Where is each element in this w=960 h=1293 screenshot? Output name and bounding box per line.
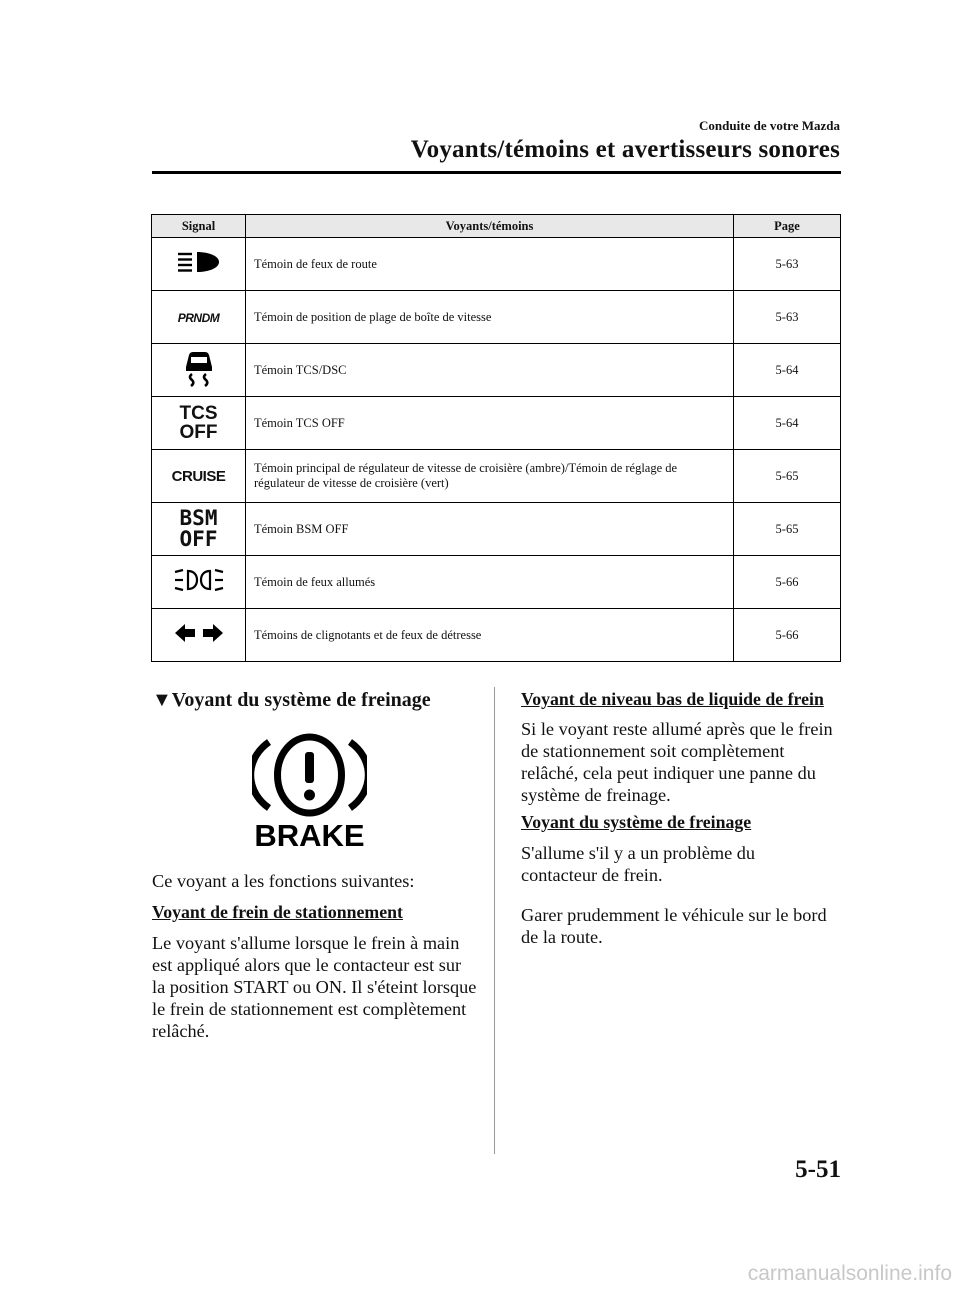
- signal-cell: [152, 556, 246, 609]
- tcs-off-line-2: OFF: [179, 422, 218, 443]
- page-title: Voyants/témoins et avertisseurs sonores: [410, 136, 840, 163]
- header-rule: [152, 171, 841, 174]
- brake-warning-icon: [252, 732, 367, 855]
- table-row: [152, 397, 841, 450]
- intro-text: Ce voyant a les fonctions suivantes:: [152, 871, 415, 891]
- signal-cell: [152, 291, 246, 344]
- tcs-off-line-1: TCS: [179, 403, 218, 424]
- indicator-label: Témoin principal de régulateur de vitesse de croisière (ambre)/Témoin de réglage de régulateur de vitesse de croisière (vert): [246, 450, 734, 503]
- table-row: [152, 450, 841, 503]
- page-ref: 5-63: [734, 291, 841, 344]
- page-number: 5-51: [795, 1156, 841, 1183]
- bsm-off-line-2: OFF: [179, 527, 218, 551]
- table-row: [152, 609, 841, 662]
- col-signal: Signal: [152, 215, 246, 238]
- table-row: [152, 344, 841, 397]
- signal-cell: [152, 450, 246, 503]
- indicator-label: Témoin TCS/DSC: [246, 344, 734, 397]
- watermark: carmanualsonline.info: [747, 1262, 952, 1285]
- column-divider: [494, 687, 495, 1154]
- parking-brake-text: Le voyant s'allume lorsque le frein à main est appliqué alors que le contacteur est sur la position START ou ON. Il s'éteint lorsque le frein de stationnement est complètement relâché.: [152, 933, 477, 1041]
- brake-icon-text: BRAKE: [254, 818, 365, 850]
- page-ref: 5-63: [734, 238, 841, 291]
- signal-cell: [152, 344, 246, 397]
- signal-cell: [152, 397, 246, 450]
- col-indicator: Voyants/témoins: [246, 215, 734, 238]
- indicator-label: Témoins de clignotants et de feux de détresse: [246, 609, 734, 662]
- shift-position-icon: PRNDM: [177, 310, 220, 325]
- chapter-title: Conduite de votre Mazda: [699, 118, 840, 133]
- brake-system-heading: Voyant du système de freinage: [521, 812, 752, 832]
- bsm-off-line-1: BSM: [179, 506, 218, 530]
- signal-cell: [152, 503, 246, 556]
- table-row: [152, 291, 841, 344]
- fluid-level-text: Si le voyant reste allumé après que le frein de stationnement soit complètement relâché, cela peut indiquer une panne du système de freinage.: [521, 719, 833, 805]
- col-page: Page: [734, 215, 841, 238]
- indicator-table: [151, 214, 841, 662]
- table-row: [152, 238, 841, 291]
- section-title-text: Voyant du système de freinage: [171, 689, 431, 711]
- indicator-label: Témoin de feux de route: [246, 238, 734, 291]
- brake-system-text-1: S'allume s'il y a un problème du contacteur de frein.: [521, 843, 756, 885]
- lights-on-icon: [174, 568, 224, 596]
- indicator-label: Témoin de position de plage de boîte de vitesse: [246, 291, 734, 344]
- fluid-level-heading: Voyant de niveau bas de liquide de frein: [521, 689, 824, 709]
- brake-system-text-2: Garer prudemment le véhicule sur le bord de la route.: [521, 905, 827, 947]
- bsm-off-icon: [180, 508, 218, 550]
- indicator-label: Témoin de feux allumés: [246, 556, 734, 609]
- indicator-label: Témoin BSM OFF: [246, 503, 734, 556]
- signal-cell: [152, 238, 246, 291]
- page-ref: 5-65: [734, 450, 841, 503]
- page-ref: 5-64: [734, 344, 841, 397]
- tcs-off-icon: [180, 404, 218, 442]
- table-row: [152, 556, 841, 609]
- page-ref: 5-66: [734, 556, 841, 609]
- signal-cell: [152, 609, 246, 662]
- tcs-dsc-icon: [181, 349, 217, 391]
- table-row: [152, 503, 841, 556]
- indicator-label: Témoin TCS OFF: [246, 397, 734, 450]
- section-marker-icon: ▼: [152, 689, 172, 711]
- turn-signal-icon: [173, 622, 225, 648]
- page-ref: 5-64: [734, 397, 841, 450]
- table-header-row: [152, 215, 841, 238]
- page-ref: 5-65: [734, 503, 841, 556]
- high-beam-icon: [176, 250, 222, 278]
- section-title: [152, 689, 431, 712]
- cruise-icon: CRUISE: [171, 467, 226, 485]
- page-ref: 5-66: [734, 609, 841, 662]
- parking-brake-heading: Voyant de frein de stationnement: [152, 902, 403, 922]
